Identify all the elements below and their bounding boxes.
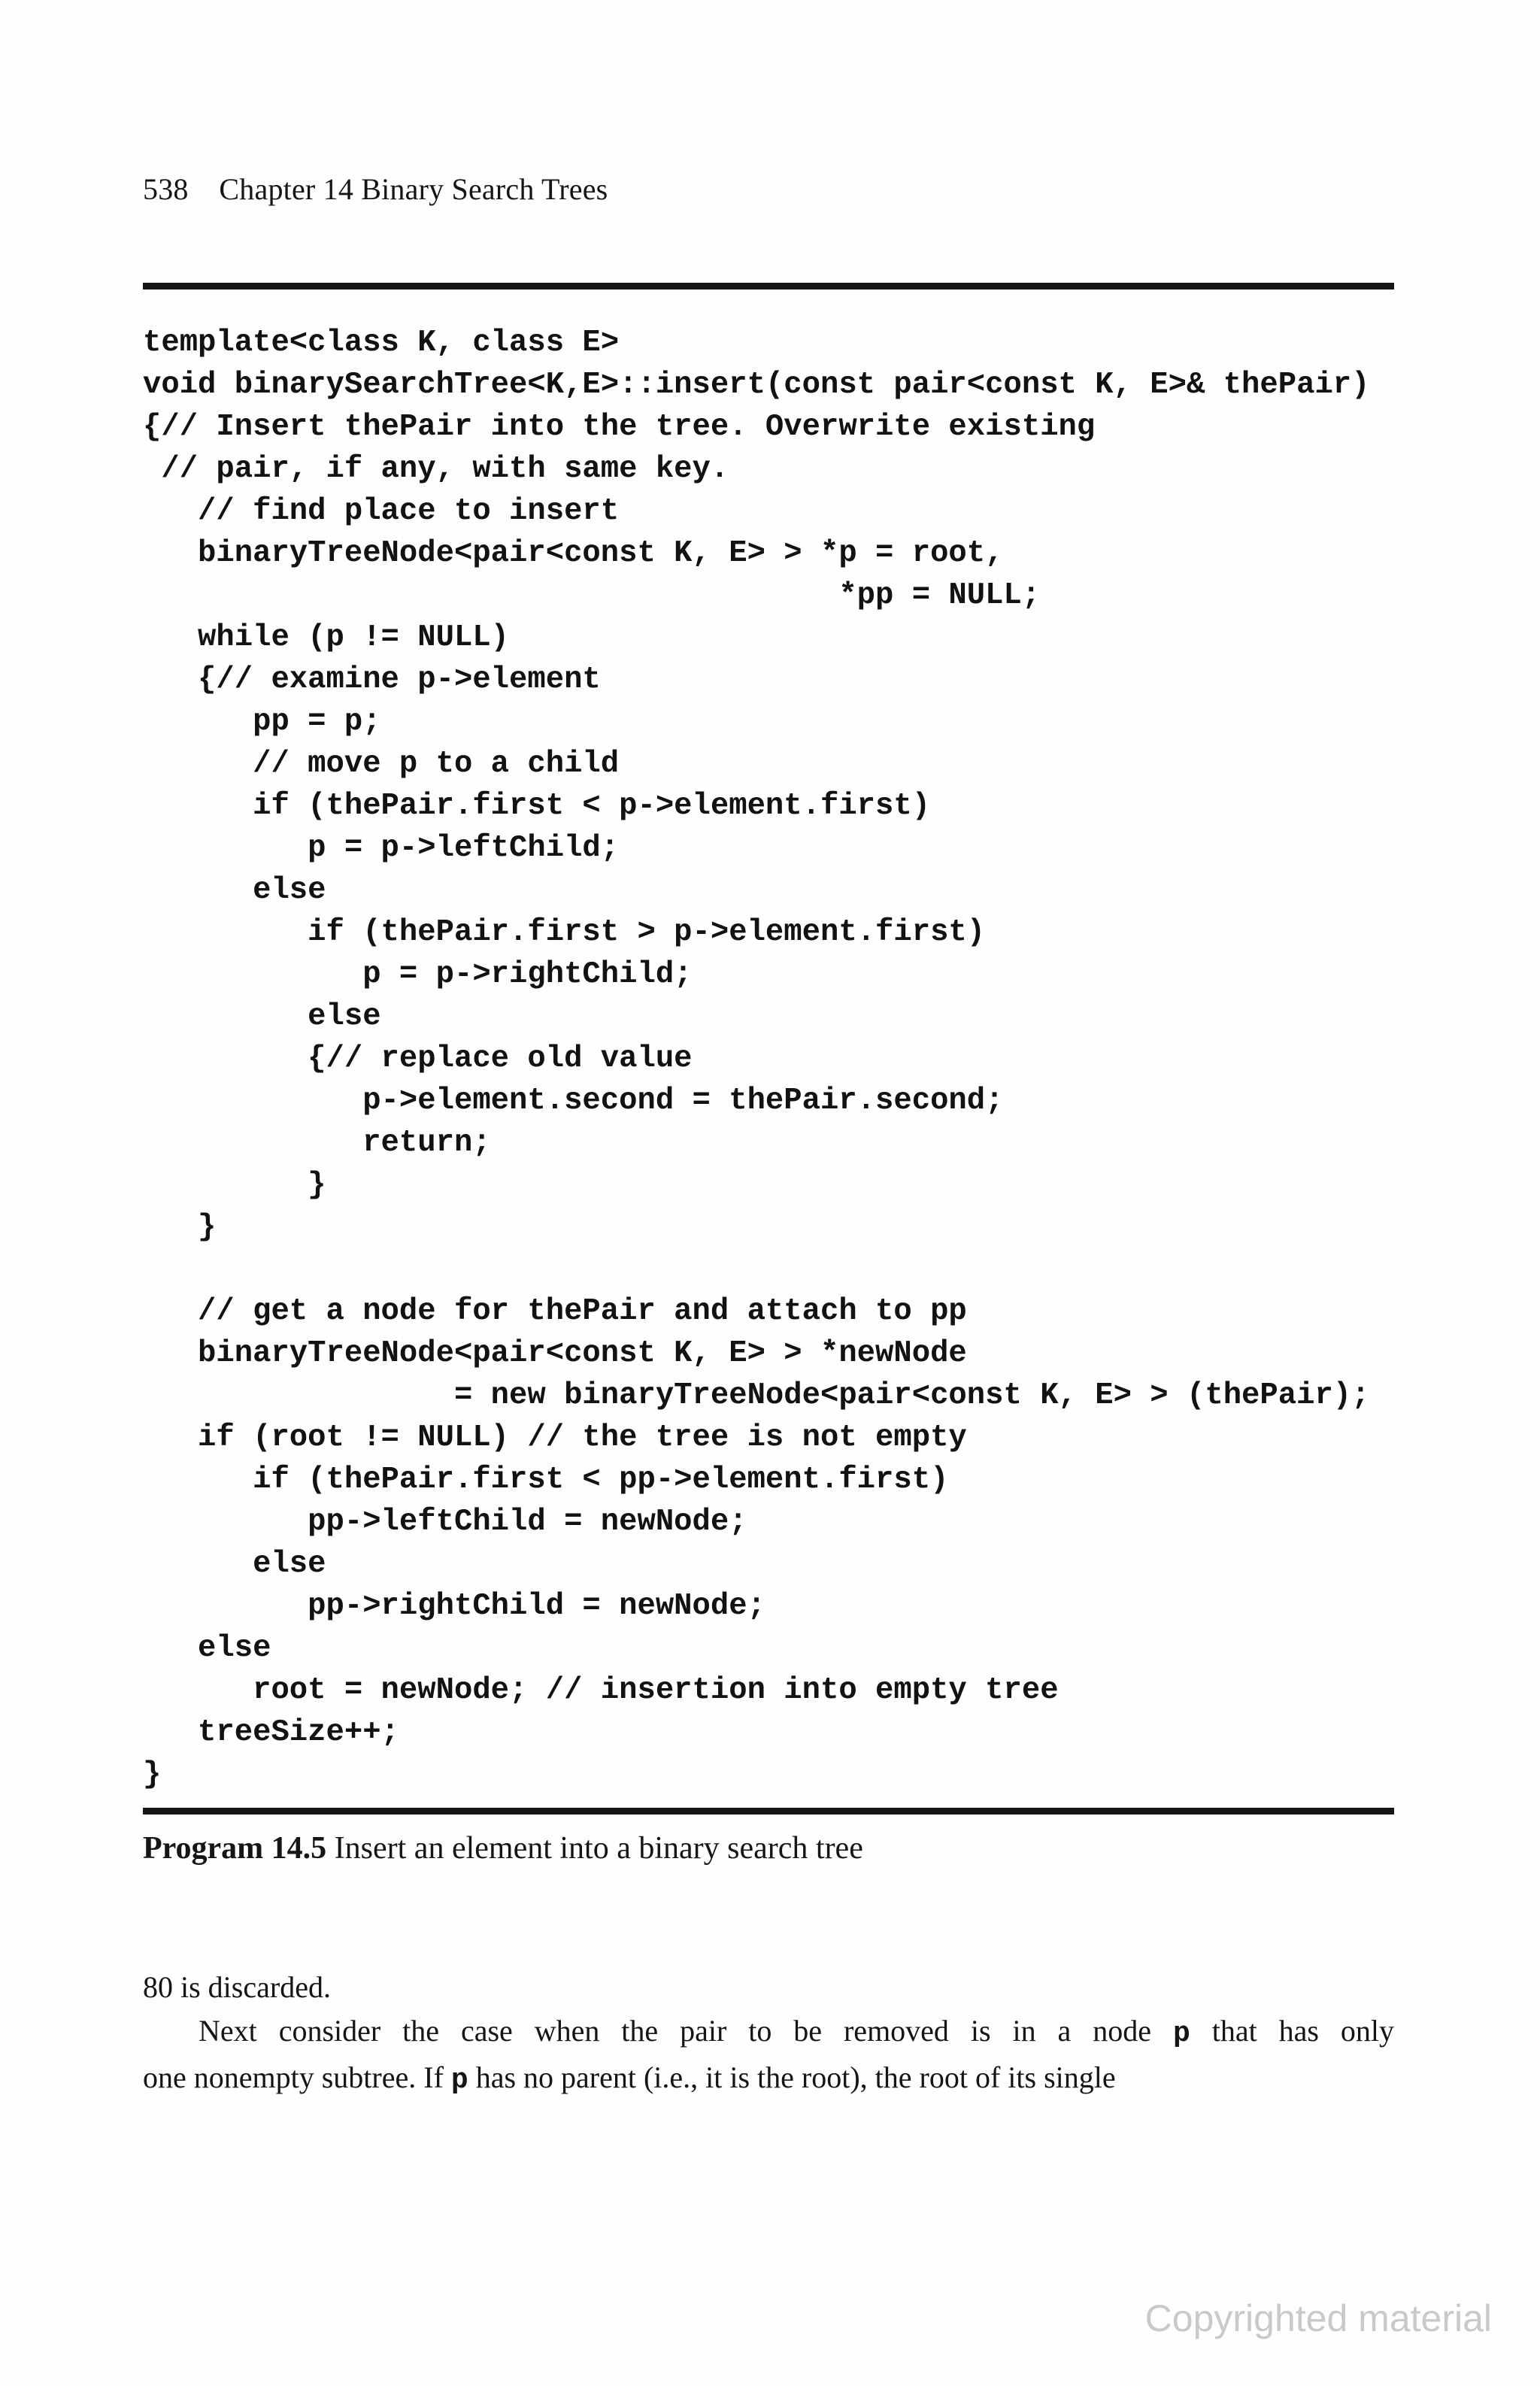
code-line: else [143, 873, 326, 908]
body-text [143, 1966, 1394, 2103]
text-run: Next consider the case when the pair to be removed is in a node [199, 2014, 1173, 2048]
code-line: if (thePair.first > p->element.first) [143, 915, 986, 950]
code-identifier: p [450, 2064, 468, 2096]
code-line: } [143, 1210, 217, 1245]
code-line: // move p to a child [143, 747, 620, 781]
code-line: } [143, 1168, 326, 1202]
program-caption [143, 1830, 863, 1866]
paragraph-continuation: 80 is discarded. [143, 1970, 331, 2004]
code-line: else [143, 1631, 271, 1666]
running-head [143, 171, 608, 207]
code-line: root = newNode; // insertion into empty tree [143, 1673, 1059, 1708]
paragraph-line [143, 2056, 1394, 2103]
code-line: // find place to insert [143, 494, 620, 529]
program-top-rule [143, 283, 1394, 290]
code-line: if (thePair.first < p->element.first) [143, 789, 931, 823]
code-line: // pair, if any, with same key. [143, 452, 729, 487]
code-line [143, 1248, 1370, 1290]
program-listing [143, 322, 1370, 1796]
code-line: pp->leftChild = newNode; [143, 1505, 747, 1539]
code-line: void binarySearchTree<K,E>::insert(const pair<const K, E>& thePair) [143, 368, 1370, 402]
code-line: template<class K, class E> [143, 326, 620, 360]
code-line: if (thePair.first < pp->element.first) [143, 1463, 949, 1497]
code-line: p->element.second = thePair.second; [143, 1084, 1004, 1118]
code-line: treeSize++; [143, 1715, 399, 1750]
code-line: *pp = NULL; [143, 578, 1041, 613]
code-line: {// Insert thePair into the tree. Overwrite existing [143, 410, 1096, 444]
code-line: {// examine p->element [143, 662, 601, 697]
code-line: pp->rightChild = newNode; [143, 1589, 765, 1624]
code-line: binaryTreeNode<pair<const K, E> > *newNode [143, 1336, 967, 1371]
code-line: binaryTreeNode<pair<const K, E> > *p = root, [143, 536, 1004, 571]
code-line: p = p->rightChild; [143, 957, 693, 992]
copyright-watermark: Copyrighted material [1144, 2297, 1492, 2339]
text-run: has no parent (i.e., it is the root), the root of its single [468, 2060, 1116, 2094]
code-line: = new binaryTreeNode<pair<const K, E> > (thePair); [143, 1378, 1370, 1413]
code-line: if (root != NULL) // the tree is not empty [143, 1420, 967, 1455]
code-line: p = p->leftChild; [143, 831, 620, 866]
code-line: // get a node for thePair and attach to pp [143, 1294, 967, 1329]
program-bottom-rule [143, 1808, 1394, 1815]
caption-label: Program 14.5 [143, 1831, 327, 1866]
page-number: 538 [143, 172, 189, 206]
code-line: return; [143, 1126, 491, 1160]
chapter-title: Chapter 14 Binary Search Trees [219, 172, 608, 206]
paragraph-line [143, 2009, 1394, 2056]
caption-text: Insert an element into a binary search tree [334, 1831, 863, 1866]
code-line: else [143, 999, 381, 1034]
code-identifier: p [1172, 2018, 1190, 2050]
code-line: {// replace old value [143, 1041, 693, 1076]
text-run: one nonempty subtree. If [143, 2060, 451, 2094]
code-line: while (p != NULL) [143, 620, 510, 655]
code-line: } [143, 1757, 162, 1792]
text-run: that has only [1190, 2014, 1395, 2048]
code-line: else [143, 1547, 326, 1581]
code-line: pp = p; [143, 705, 381, 739]
